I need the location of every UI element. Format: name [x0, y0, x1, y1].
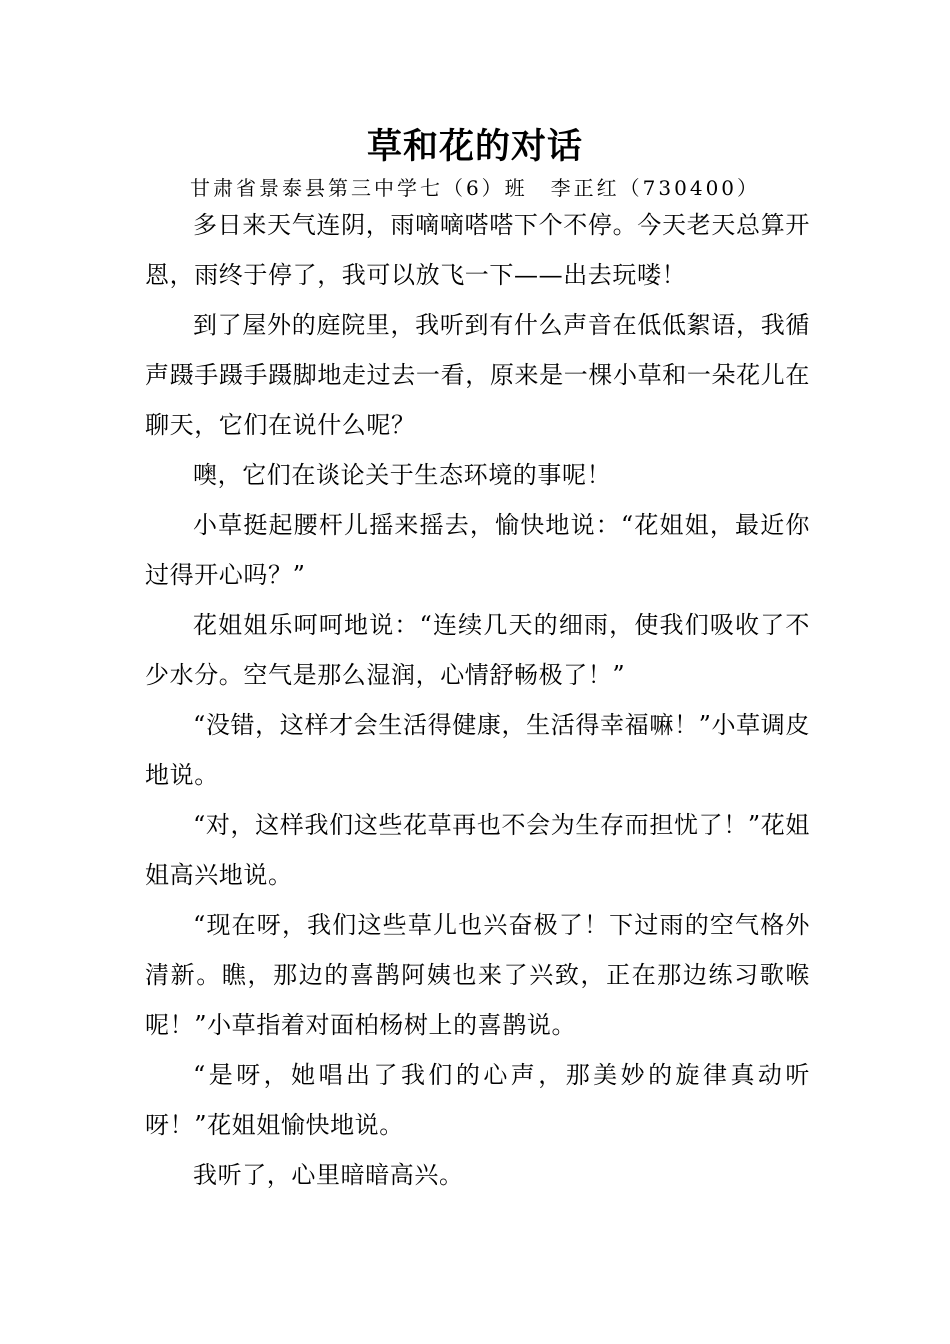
paragraph: 多日来天气连阴，雨嘀嘀嗒嗒下个不停。今天老天总算开恩，雨终于停了，我可以放飞一下——出去玩喽！	[145, 211, 810, 289]
paragraph: 噢，它们在谈论关于生态环境的事呢！	[193, 461, 612, 489]
paragraph: “是呀，她唱出了我们的心声，那美妙的旋律真动听呀！”花姐姐愉快地说。	[145, 1061, 810, 1139]
paragraph: 到了屋外的庭院里，我听到有什么声音在低低絮语，我循声蹑手蹑手蹑脚地走过去一看，原来是一棵小草和一朵花儿在聊天，它们在说什么呢？	[145, 311, 810, 439]
document-title: 草和花的对话	[366, 126, 583, 167]
paragraph: “没错，这样才会生活得健康，生活得幸福嘛！”小草调皮地说。	[145, 711, 810, 789]
author-byline: 甘肃省景泰县第三中学七（6）班 李正红（730400）	[189, 176, 761, 200]
paragraph: 花姐姐乐呵呵地说：“连续几天的细雨，使我们吸收了不少水分。空气是那么湿润，心情舒畅极了！”	[145, 611, 810, 689]
article-body	[145, 200, 810, 1200]
paragraph: 小草挺起腰杆儿摇来摇去，愉快地说：“花姐姐，最近你过得开心吗？”	[145, 511, 810, 589]
paragraph: 我听了，心里暗暗高兴。	[193, 1161, 464, 1189]
paragraph: “对，这样我们这些花草再也不会为生存而担忧了！”花姐姐高兴地说。	[145, 811, 810, 889]
paragraph: “现在呀，我们这些草儿也兴奋极了！下过雨的空气格外清新。瞧，那边的喜鹊阿姨也来了兴致，正在那边练习歌喉呢！”小草指着对面柏杨树上的喜鹊说。	[145, 911, 810, 1039]
